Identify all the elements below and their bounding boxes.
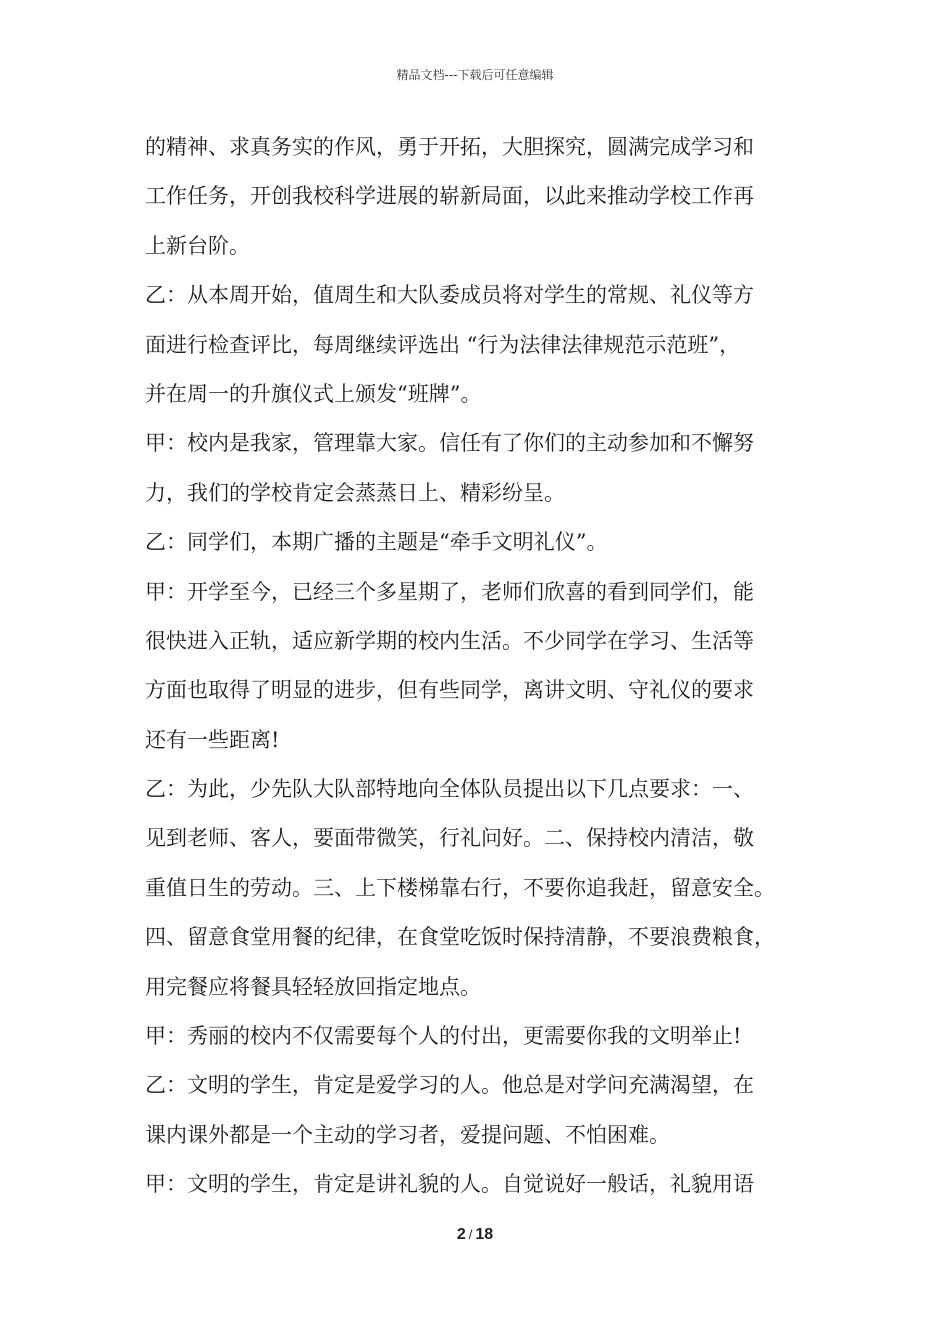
text-line: 课内课外都是一个主动的学习者，爱提问题、不怕困难。 — [145, 1122, 670, 1147]
text-line: 甲：秀丽的校内不仅需要每个人的付出，更需要你我的文明举止! — [145, 1024, 742, 1049]
text-line: 力，我们的学校肯定会蒸蒸日上、精彩纷呈。 — [145, 480, 565, 505]
text-line: 甲：校内是我家，管理靠大家。信任有了你们的主动参加和不懈努 — [145, 431, 754, 456]
text-line: 见到老师、客人，要面带微笑，行礼问好。二、保持校内清洁，敬 — [145, 826, 754, 851]
text-line: 上新台阶。 — [145, 233, 250, 258]
text-line: 甲：开学至今，已经三个多星期了，老师们欣喜的看到同学们，能 — [145, 579, 754, 604]
text-line: 还有一些距离! — [145, 727, 280, 752]
text-line: 很快进入正轨，适应新学期的校内生活。不少同学在学习、生活等 — [145, 628, 754, 653]
text-line: 并在周一的升旗仪式上颁发“班牌”。 — [145, 381, 482, 406]
body-text — [145, 128, 825, 1215]
text-line: 方面也取得了明显的进步，但有些同学，离讲文明、守礼仪的要求 — [145, 678, 754, 703]
text-line: 四、留意食堂用餐的纪律，在食堂吃饭时保持清静，不要浪费粮食， — [145, 925, 775, 950]
text-line: 面进行检查评比，每周继续评选出 “行为法律法律规范示范班”， — [145, 332, 741, 357]
text-line: 乙：文明的学生，肯定是爱学习的人。他总是对学问充满渴望，在 — [145, 1073, 754, 1098]
total-pages: 18 — [475, 1226, 494, 1243]
text-line: 甲：文明的学生，肯定是讲礼貌的人。自觉说好一般话，礼貌用语 — [145, 1172, 754, 1197]
text-line: 重值日生的劳动。三、上下楼梯靠右行，不要你追我赶，留意安全。 — [145, 875, 775, 900]
text-line: 用完餐应将餐具轻轻放回指定地点。 — [145, 974, 481, 999]
text-line: 工作任务，开创我校科学进展的崭新局面，以此来推动学校工作再 — [145, 184, 754, 209]
text-line: 乙：同学们，本期广播的主题是“牵手文明礼仪”。 — [145, 530, 608, 555]
text-line: 乙：为此，少先队大队部特地向全体队员提出以下几点要求：一、 — [145, 777, 754, 802]
page-separator: / — [468, 1227, 473, 1242]
text-line: 的精神、求真务实的作风，勇于开拓，大胆探究，圆满完成学习和 — [145, 135, 754, 159]
page-number — [0, 1226, 950, 1244]
text-line: 乙：从本周开始，值周生和大队委成员将对学生的常规、礼仪等方 — [145, 283, 754, 308]
current-page: 2 — [456, 1226, 466, 1243]
page-header: 精品文档---下载后可任意编辑 — [396, 68, 554, 82]
